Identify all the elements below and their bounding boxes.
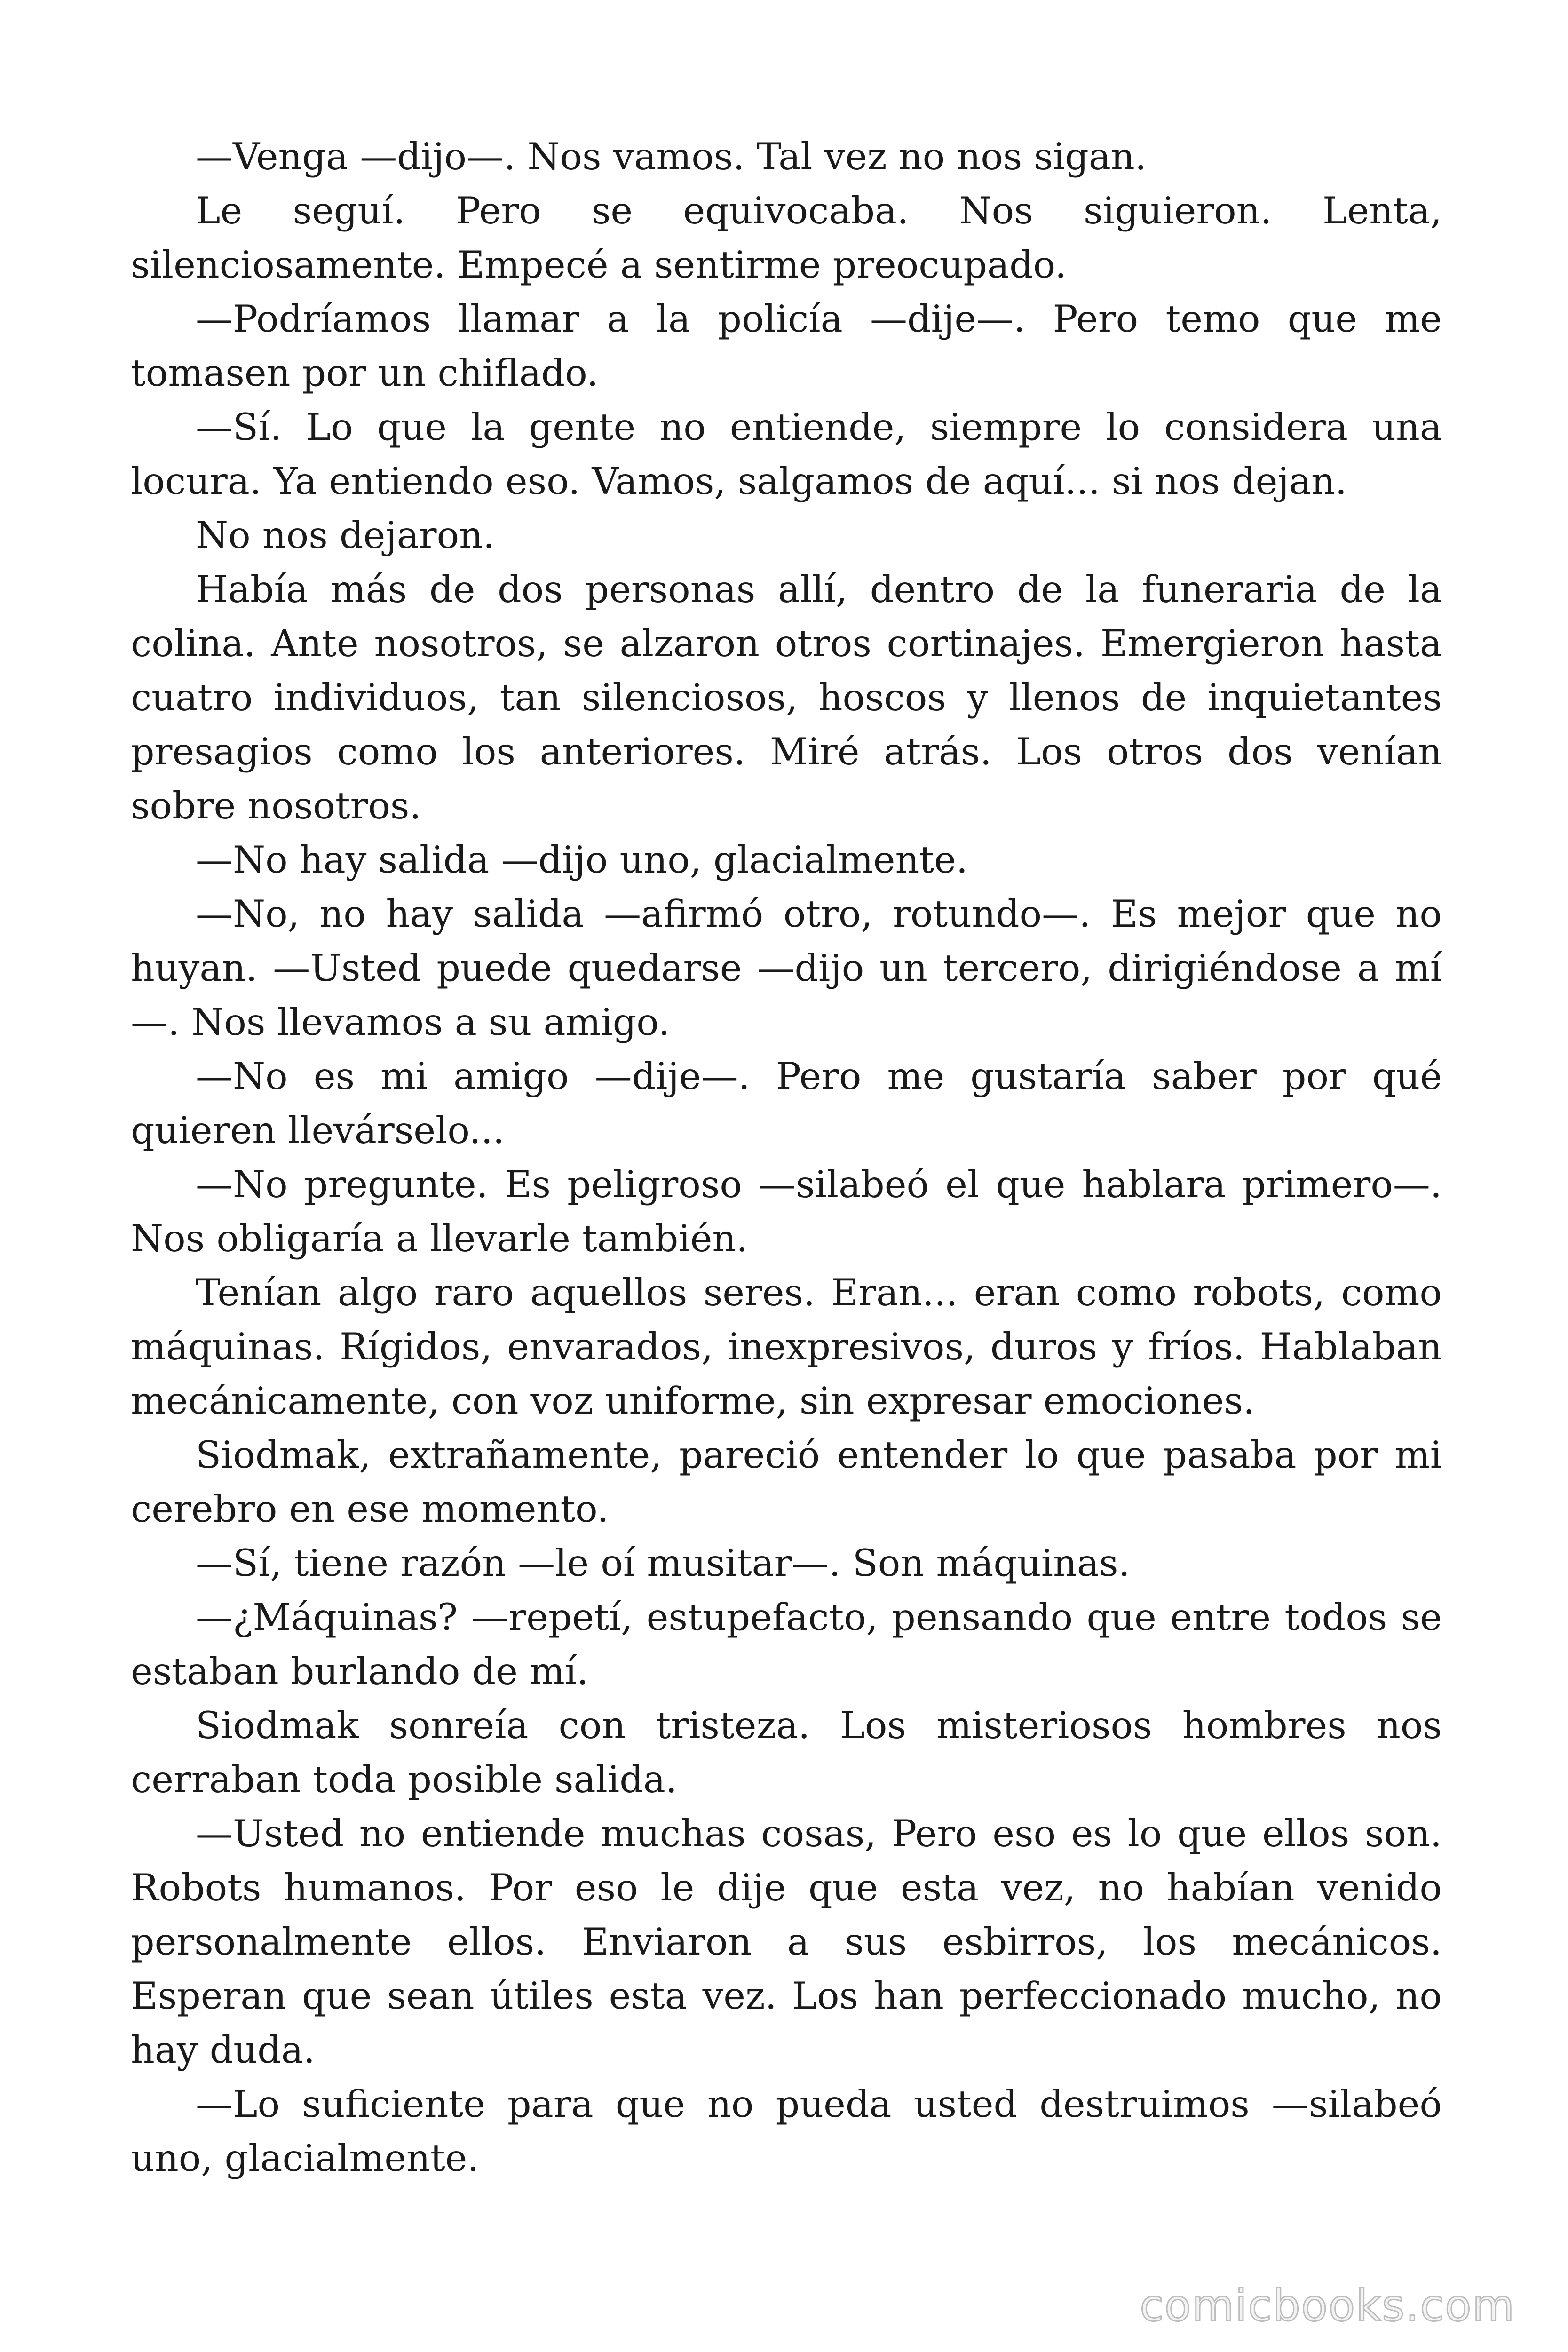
paragraph: Siodmak, extrañamente, pareció entender lo que pasaba por mi cerebro en ese momento. <box>131 1433 1442 1531</box>
paragraph: —No hay salida —dijo uno, glacialmente. <box>196 838 968 882</box>
paragraph: —No es mi amigo —dije—. Pero me gustaría saber por qué quieren llevárselo... <box>131 1055 1442 1152</box>
paragraph: —Podríamos llamar a la policía —dije—. Pero temo que me tomasen por un chiflado. <box>131 297 1442 395</box>
paragraph: No nos dejaron. <box>196 514 495 557</box>
paragraph: —No pregunte. Es peligroso —silabeó el que hablara primero—. Nos obligaría a llevarle también. <box>131 1163 1442 1260</box>
paragraph: —Venga —dijo—. Nos vamos. Tal vez no nos sigan. <box>196 135 1147 178</box>
paragraph: Siodmak sonreía con tristeza. Los misteriosos hombres nos cerraban toda posible salida. <box>131 1704 1442 1801</box>
paragraph: —No, no hay salida —afirmó otro, rotundo—. Es mejor que no huyan. —Usted puede quedarse —dijo un tercero, dirigiéndose a mí —. Nos llevamos a su amigo. <box>131 892 1442 1044</box>
paragraph: —Sí, tiene razón —le oí musitar—. Son máquinas. <box>196 1542 1130 1585</box>
paragraph: Le seguí. Pero se equivocaba. Nos siguieron. Lenta, silenciosamente. Empecé a sentirme preocupado. <box>131 189 1442 286</box>
paragraph: —¿Máquinas? —repetí, estupefacto, pensando que entre todos se estaban burlando de mí. <box>131 1596 1442 1693</box>
book-page-text <box>131 130 1442 2185</box>
paragraph: Había más de dos personas allí, dentro de la funeraria de la colina. Ante nosotros, se alzaron otros cortinajes. Emergieron hasta cuatro individuos, tan silenciosos, hoscos y llenos de inquietantes presagios como los anteriores. Miré atrás. Los otros dos venían sobre nosotros. <box>131 568 1442 827</box>
paragraph: Tenían algo raro aquellos seres. Eran... eran como robots, como máquinas. Rígidos, envarados, inexpresivos, duros y fríos. Hablaban mecánicamente, con voz uniforme, sin expresar emociones. <box>131 1271 1442 1422</box>
paragraph: —Usted no entiende muchas cosas, Pero eso es lo que ellos son. Robots humanos. Por eso le dije que esta vez, no habían venido personalmente ellos. Enviaron a sus esbirros, los mecánicos. Esperan que sean útiles esta vez. Los han perfeccionado mucho, no hay duda. <box>131 1812 1442 2072</box>
paragraph: —Lo suficiente para que no pueda usted destruimos —silabeó uno, glacialmente. <box>131 2082 1442 2180</box>
watermark: comicbooks.com <box>1140 2280 1515 2331</box>
paragraph: —Sí. Lo que la gente no entiende, siempre lo considera una locura. Ya entiendo eso. Vamos, salgamos de aquí... si nos dejan. <box>131 405 1442 503</box>
